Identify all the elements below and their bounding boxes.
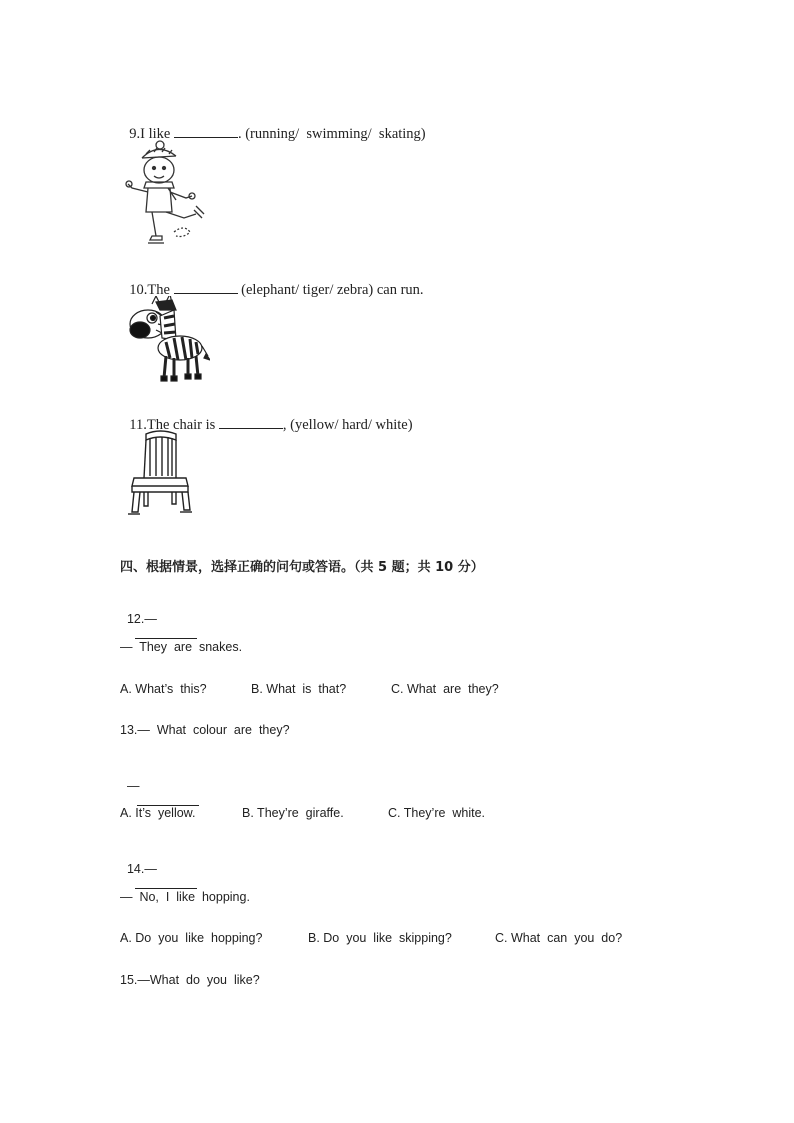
question-11-prefix: 11.The chair is — [129, 417, 219, 433]
question-14-answer: — No, I like hopping. — [120, 890, 250, 904]
answer-blank-11[interactable] — [219, 416, 283, 429]
option-13-a[interactable]: A. It’s yellow. — [120, 806, 196, 820]
answer-dash: — — [126, 779, 140, 793]
chair-image — [126, 430, 194, 518]
question-13-answer — [120, 765, 199, 809]
option-14-c[interactable]: C. What can you do? — [495, 931, 623, 945]
answer-blank-13[interactable] — [137, 793, 199, 806]
question-10-prefix: 10.The — [129, 282, 174, 298]
option-14-b[interactable]: B. Do you like skipping? — [308, 931, 452, 945]
question-14 — [120, 848, 197, 892]
question-11-options: , (yellow/ hard/ white) — [282, 417, 413, 433]
question-10-options: (elephant/ tiger/ zebra) can run. — [237, 282, 424, 298]
girl-ice-skating-image — [124, 140, 206, 248]
question-14-number: 14.— — [126, 862, 157, 876]
question-9-prefix: 9.I like — [129, 126, 174, 142]
question-13: 13.— What colour are they? — [120, 723, 290, 737]
question-11 — [122, 399, 413, 434]
question-10 — [122, 264, 424, 299]
answer-blank-14[interactable] — [135, 876, 197, 889]
option-12-c[interactable]: C. What are they? — [391, 682, 499, 696]
question-9 — [122, 108, 426, 143]
section-4-heading: 四、根据情景，选择正确的问句或答语。（共 5 题；共 10 分） — [120, 560, 484, 575]
option-12-b[interactable]: B. What is that? — [251, 682, 347, 696]
option-13-b[interactable]: B. They’re giraffe. — [242, 806, 344, 820]
option-12-a[interactable]: A. What’s this? — [120, 682, 207, 696]
option-14-a[interactable]: A. Do you like hopping? — [120, 931, 263, 945]
answer-blank-9[interactable] — [174, 125, 238, 138]
zebra-image — [126, 296, 210, 384]
question-15: 15.—What do you like? — [120, 973, 260, 987]
question-12-answer: — They are snakes. — [120, 640, 243, 654]
question-12-number: 12.— — [126, 612, 157, 626]
answer-blank-10[interactable] — [174, 281, 238, 294]
answer-blank-12[interactable] — [135, 626, 197, 639]
question-9-options: . (running/ swimming/ skating) — [237, 126, 426, 142]
question-12 — [120, 598, 197, 642]
option-13-c[interactable]: C. They’re white. — [388, 806, 486, 820]
